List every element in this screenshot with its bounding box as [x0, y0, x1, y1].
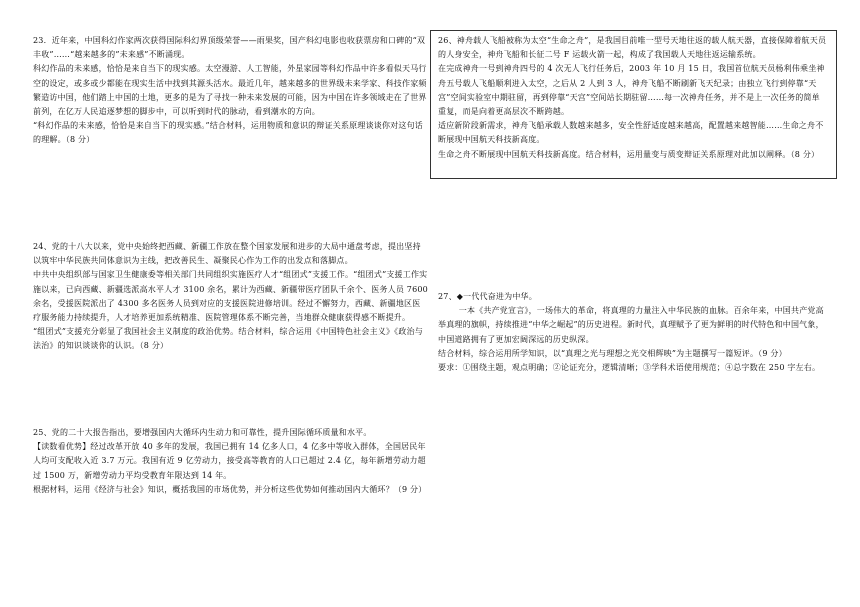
q24-material: 中共中央组织部与国家卫生健康委等相关部门共同组织实施医疗人才“组团式”支援工作。“组团式”支援工作实施以来，已向西藏、新疆选派高水平人才 3100 余名，累计为西藏、新疆带医疗团队千余个、医务人员 7600 余名，受援医院派出了 4300 多名医务人员到对应的支援医院进修培训。经过不懈努力，西藏、新疆地区医疗服务能力持续提升，人才培养更加系统精准、医院管理体系不断完善，当地群众健康获得感不断提升。	[33, 270, 428, 323]
q25-stem: 25、党的二十大报告指出，要增强国内大循环内生动力和可靠性，提升国际循环质量和水平。	[33, 428, 372, 437]
q26-material-2: 适应新阶段新需求，神舟飞船承载人数越来越多，安全性舒适度越来越高，配置越来越智能……生命之舟不断展现中国航天科技新高度。	[438, 121, 824, 145]
q24-stem: 24、党的十八大以来，党中央始终把西藏、新疆工作放在整个国家发展和进步的大局中通盘考虑，提出坚持以筑牢中华民族共同体意识为主线，把改善民生、凝聚民心作为工作的出发点和落脚点。	[33, 242, 421, 266]
q26-stem: 26、神舟载人飞船被称为太空“生命之舟”，是我国目前唯一型号天地往返的载人航天器，直接保障着航天员的人身安全，神舟飞船和长征二号 F 运载火箭一起，构成了我国载人天地往返运输系统。	[438, 36, 827, 60]
question-26	[438, 34, 828, 162]
question-25	[33, 426, 428, 497]
q27-stem: 27、◆一代代奋进为中华。	[438, 292, 537, 301]
q25-material: 【读数看优势】经过改革开放 40 多年的发展，我国已拥有 14 亿多人口，4 亿多中等收入群体，全国居民年人均可支配收入近 3.7 万元。我国有近 9 亿劳动力，接受高等教育的人口已超过 2.4 亿，每年新增劳动力超过 1500 万，新增劳动力平均受教育年限达到 14 年。	[33, 442, 426, 480]
q23-prompt: “科幻作品的未来感，恰恰是来自当下的现实感。”结合材料，运用物质和意识的辩证关系原理谈谈你对这句话的理解。（8 分）	[33, 121, 423, 145]
q23-stem: 23．近年来，中国科幻作家两次获得国际科幻界顶级荣誉——雨果奖，国产科幻电影也收获票房和口碑的“双丰收”……“越来越多的”未来感”不断涌现。	[33, 36, 426, 60]
q24-prompt: “组团式”支援充分彰显了我国社会主义制度的政治优势。结合材料，综合运用《中国特色社会主义》《政治与法治》的知识谈谈你的认识。（8 分）	[33, 327, 423, 351]
q27-material: 一本《共产党宣言》，一场伟大的革命，将真理的力量注入中华民族的血脉。百余年来，中国共产党高举真理的旗帜，持续推进“中华之崛起”的历史进程。新时代，真理赋予了更为鲜明的时代特色和中国气象，中国道路拥有了更加宏阔深远的历史纵深。	[438, 306, 824, 344]
question-27	[438, 290, 828, 375]
q27-prompt: 结合材料，综合运用所学知识，以“真理之光与理想之光交相辉映”为主题撰写一篇短评。（9 分）	[438, 348, 787, 358]
q27-requirements: 要求：①围绕主题，观点明确；②论证充分，逻辑清晰；③学科术语使用规范；④总字数在 250 字左右。	[438, 363, 821, 373]
q23-material: 科幻作品的未来感，恰恰是来自当下的现实感。太空漫游、人工智能，外星家园等科幻作品中许多看似天马行空的设定，或多或少都能在现实生活中找到其源头活水。最近几年，越来越多的世界级未来学家、科技作家频繁造访中国，他们踏上中国的土地，更多的是为了寻找一种未来发展的可能，因为中国在许多领域走在了世界前列，在亿万人民追逐梦想的脚步中，可以听到时代的脉动，看到潮水的方向。	[33, 64, 427, 117]
q26-prompt: 生命之舟不断展现中国航天科技新高度。结合材料，运用量变与质变辩证关系原理对此加以阐释。（8 分）	[438, 149, 820, 159]
q25-prompt: 根据材料，运用《经济与社会》知识，概括我国的市场优势，并分析这些优势如何推动国内大循环？（9 分）	[33, 484, 427, 494]
q26-material-1: 在完成神舟一号到神舟四号的 4 次无人飞行任务后，2003 年 10 月 15 日，我国首位航天员杨利伟乘坐神舟五号载人飞船顺利进入太空，之后从 2 人到 3 人，神舟飞船不断刷新飞天纪录；由独立飞行到停靠“天宫”空间实验室中期驻留，再到停靠“天宫”空间站长期驻留……每一次神舟任务，并不是上一次任务的简单重复，而是向着更高层次不断跨越。	[438, 64, 825, 117]
question-23	[33, 34, 428, 148]
question-24	[33, 240, 428, 354]
